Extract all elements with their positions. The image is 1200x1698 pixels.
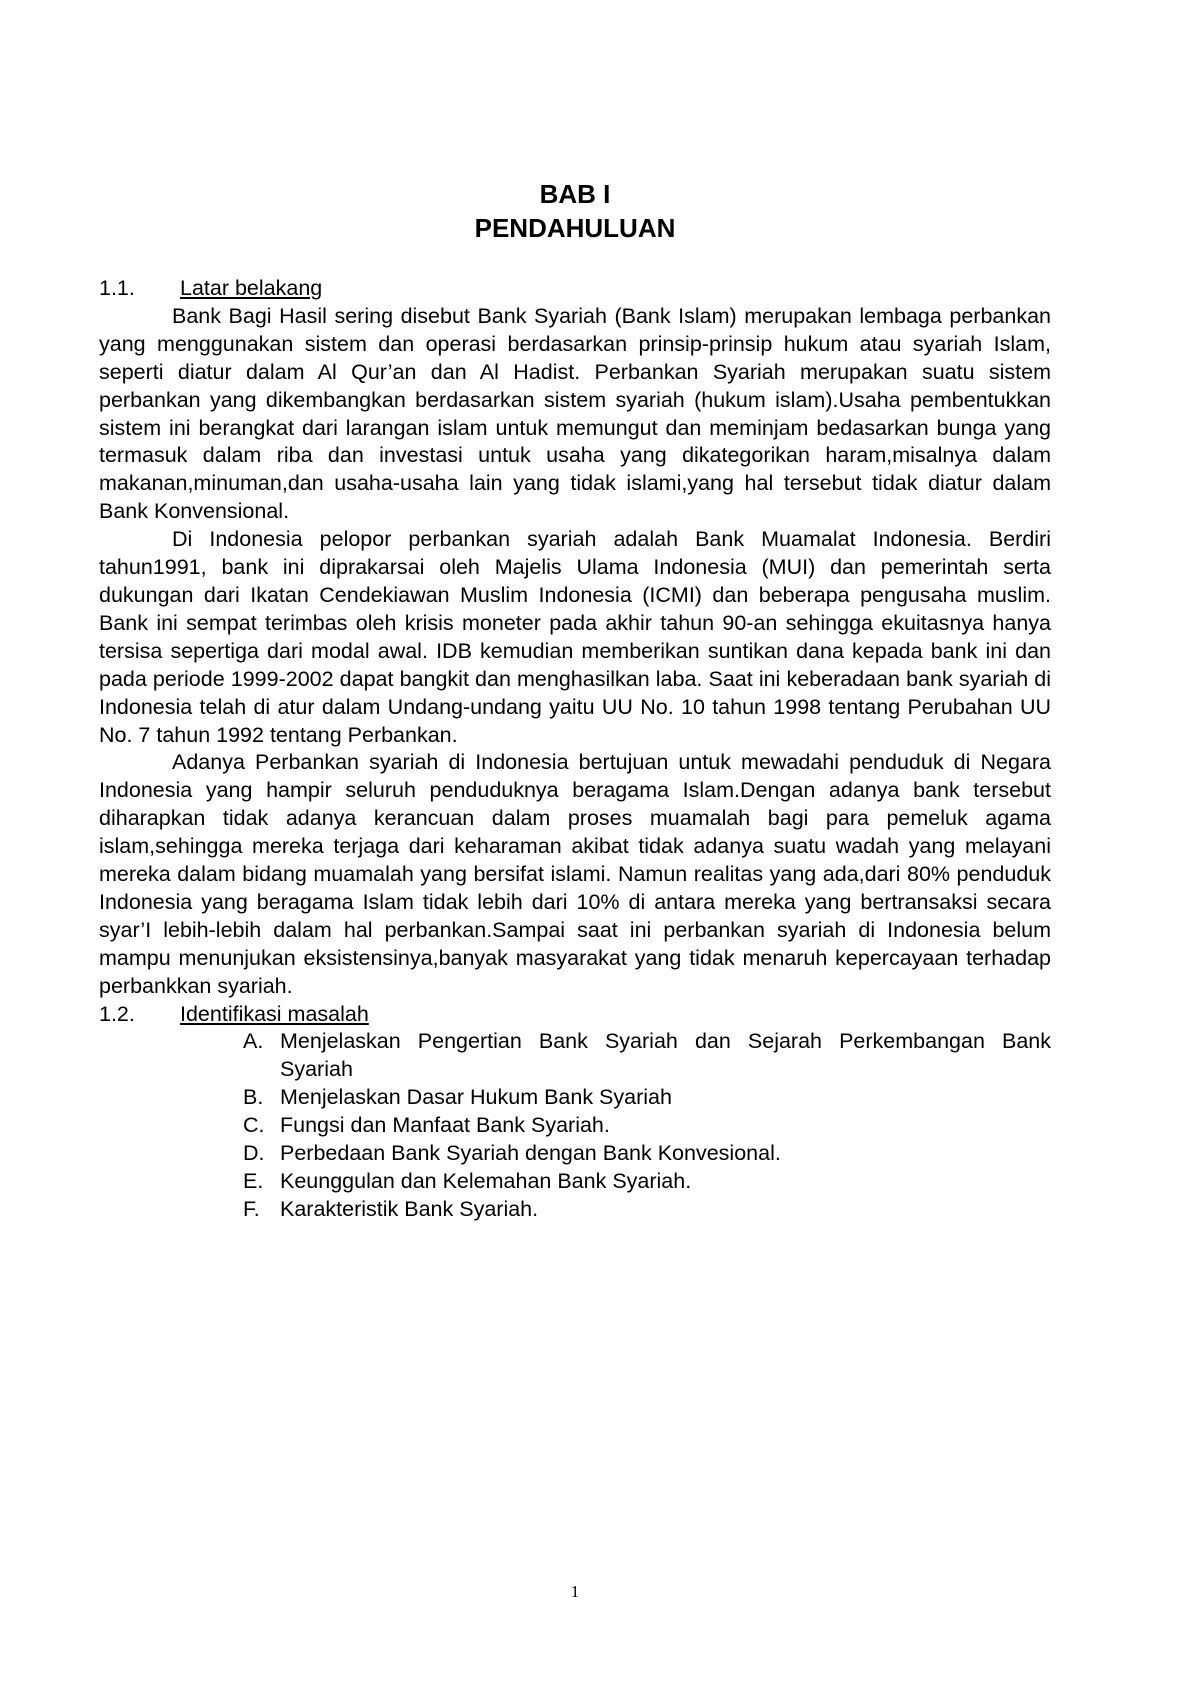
- list-item: [243, 1028, 1051, 1084]
- section-title: Identifikasi masalah: [180, 1001, 369, 1026]
- list-marker: F.: [243, 1196, 260, 1221]
- list-marker: A.: [243, 1029, 264, 1054]
- section-heading-identifikasi-masalah: [99, 1001, 1051, 1029]
- list-marker: B.: [243, 1085, 264, 1110]
- paragraph: Bank Bagi Hasil sering disebut Bank Syariah (Bank Islam) merupakan lembaga perbankan yang menggunakan sistem dan operasi berdasarkan prinsip-prinsip hukum atau syariah Islam, seperti diatur dalam Al Qur’an dan Al Hadist. Perbankan Syariah merupakan suatu sistem perbankan yang dikembangkan berdasarkan sistem syariah (hukum islam).Usaha pembentukkan sistem ini berangkat dari larangan islam untuk memungut dan meminjam bedasarkan bunga yang termasuk dalam riba dan investasi untuk usaha yang dikategorikan haram,misalnya dalam makanan,minuman,dan usaha-usaha lain yang tidak islami,yang hal tersebut tidak diatur dalam Bank Konvensional.: [99, 303, 1051, 524]
- list-item: [243, 1140, 1051, 1168]
- problem-list: [99, 1028, 1051, 1223]
- section-title: Latar belakang: [180, 276, 323, 300]
- list-marker: E.: [243, 1169, 264, 1193]
- list-item: [243, 1112, 1051, 1140]
- list-item-text: Menjelaskan Dasar Hukum Bank Syariah: [280, 1085, 672, 1110]
- section-number: 1.2.: [99, 1001, 135, 1026]
- list-item: [243, 1196, 1051, 1224]
- list-marker: C.: [243, 1113, 265, 1138]
- list-item-text: Menjelaskan Pengertian Bank Syariah dan Sejarah Perkembangan Bank Syariah: [280, 1029, 1051, 1082]
- list-item-text: Keunggulan dan Kelemahan Bank Syariah.: [280, 1169, 692, 1193]
- list-item-text: Fungsi dan Manfaat Bank Syariah.: [280, 1113, 610, 1138]
- chapter-title: PENDAHULUAN: [474, 213, 676, 243]
- list-item-text: Karakteristik Bank Syariah.: [280, 1196, 539, 1221]
- section-heading-latar-belakang: [99, 275, 1051, 303]
- list-item: [243, 1084, 1051, 1112]
- document-body: [99, 275, 1051, 1224]
- section-number: 1.1.: [99, 276, 135, 300]
- page-number: 1: [570, 1582, 580, 1601]
- chapter-label: BAB I: [539, 179, 611, 209]
- paragraph: Adanya Perbankan syariah di Indonesia bertujuan untuk mewadahi penduduk di Negara Indonesia yang hampir seluruh penduduknya beragama Islam.Dengan adanya bank tersebut diharapkan tidak adanya kerancuan dalam proses muamalah bagi para pemeluk agama islam,sehingga mereka terjaga dari keharaman akibat tidak adanya suatu wadah yang melayani mereka dalam bidang muamalah yang bersifat islami. Namun realitas yang ada,dari 80% penduduk Indonesia yang beragama Islam tidak lebih dari 10% di antara mereka yang bertransaksi secara syar’I lebih-lebih dalam hal perbankan.Sampai saat ini perbankan syariah di Indonesia belum mampu menunjukan eksistensinya,banyak masyarakat yang tidak menaruh kepercayaan terhadap perbankkan syariah.: [99, 750, 1051, 998]
- paragraph: Di Indonesia pelopor perbankan syariah adalah Bank Muamalat Indonesia. Berdiri tahun1991, bank ini diprakarsai oleh Majelis Ulama Indonesia (MUI) dan pemerintah serta dukungan dari Ikatan Cendekiawan Muslim Indonesia (ICMI) dan beberapa pengusaha muslim. Bank ini sempat terimbas oleh krisis moneter pada akhir tahun 90-an sehingga ekuitasnya hanya tersisa sepertiga dari modal awal. IDB kemudian memberikan suntikan dana kepada bank ini dan pada periode 1999-2002 dapat bangkit dan menghasilkan laba. Saat ini keberadaan bank syariah di Indonesia telah di atur dalam Undang-undang yaitu UU No. 10 tahun 1998 tentang Perubahan UU No. 7 tahun 1992 tentang Perbankan.: [99, 527, 1051, 747]
- list-item-text: Perbedaan Bank Syariah dengan Bank Konvesional.: [280, 1141, 781, 1166]
- list-marker: D.: [243, 1141, 265, 1166]
- list-item: [243, 1168, 1051, 1196]
